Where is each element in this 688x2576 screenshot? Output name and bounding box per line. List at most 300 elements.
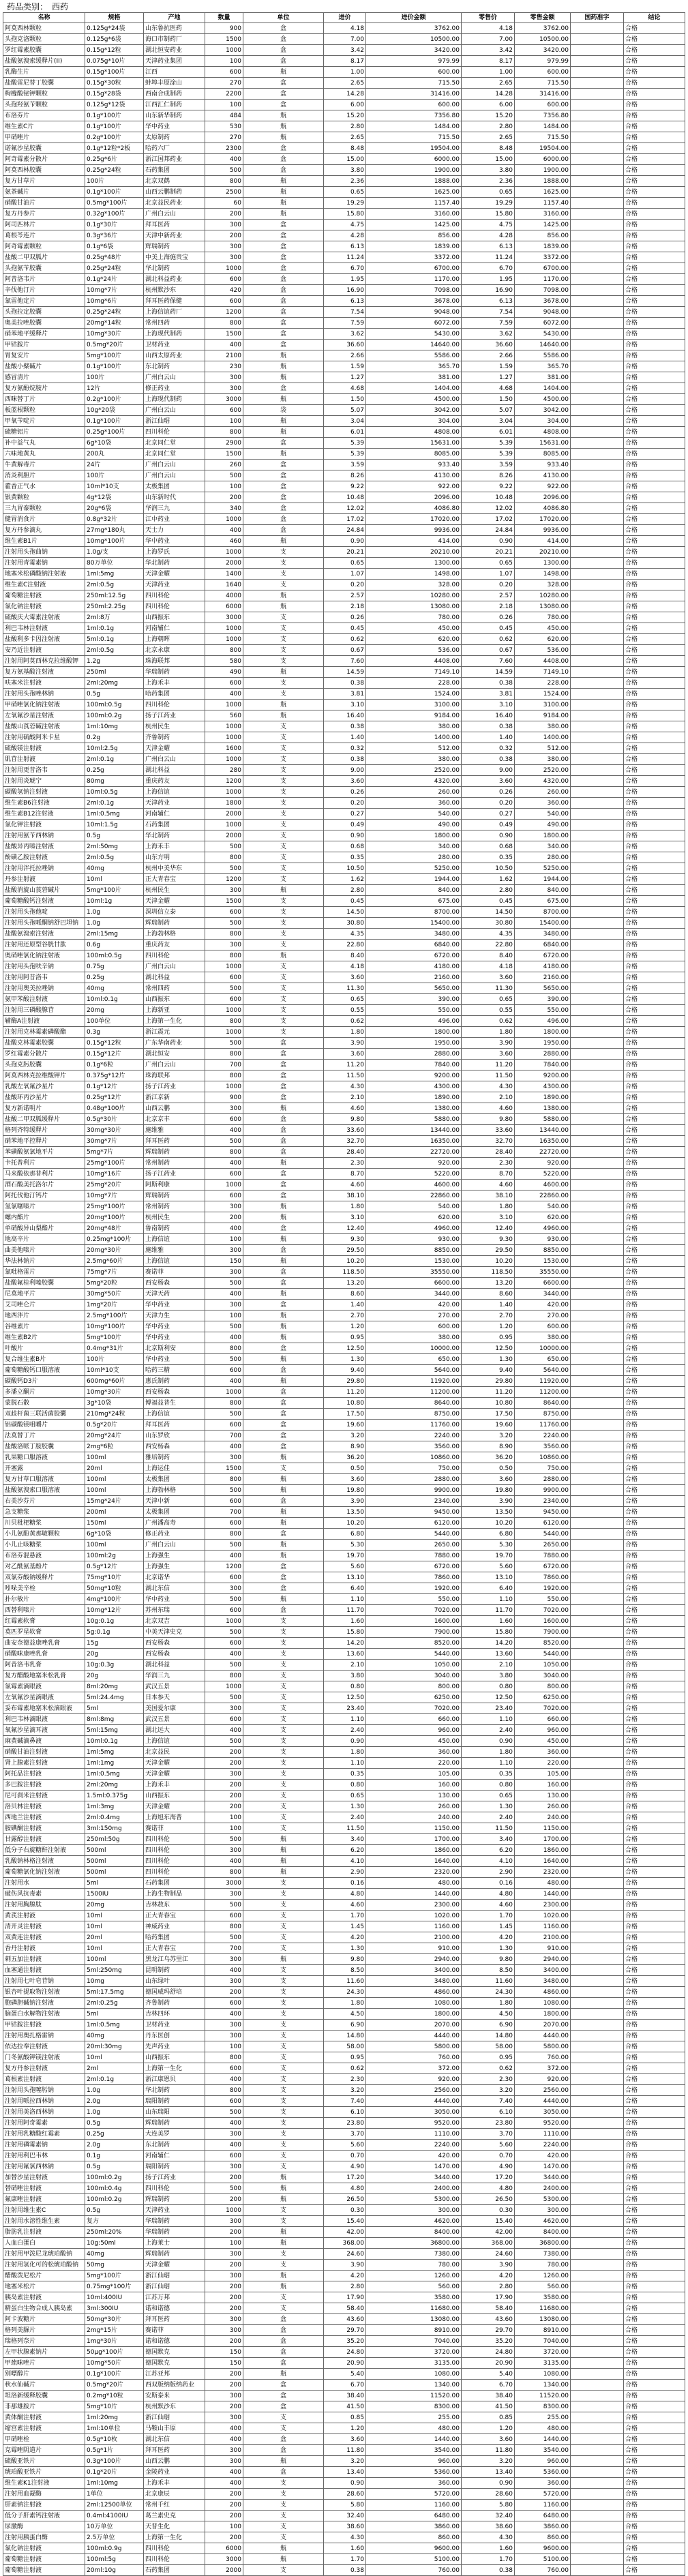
cell-origin: 美国爱尔康 <box>144 1703 205 1714</box>
cell-name: 奥硝唑氯化钠注射液 <box>3 950 85 961</box>
cell-spec: 0.1g*24片 <box>85 274 144 285</box>
cell-origin: 诺和诺德 <box>144 2303 205 2314</box>
cell-approval-number <box>571 1889 624 1900</box>
cell-unit: 支 <box>243 2041 324 2052</box>
cell-retail-price: 0.38 <box>462 2565 515 2576</box>
cell-name: 硫酸镁注射液 <box>3 743 85 754</box>
table-body <box>3 23 685 2576</box>
cell-purchase-amount: 1950.00 <box>366 1038 462 1049</box>
cell-unit: 支 <box>243 558 324 569</box>
cell-quantity: 300 <box>205 1300 243 1311</box>
cell-spec: 10mg*50片 <box>85 2358 144 2369</box>
cell-approval-number <box>571 2260 624 2271</box>
cell-retail-amount: 1425.00 <box>515 220 571 230</box>
cell-spec: 2ml:50mg <box>85 841 144 852</box>
cell-quantity: 600 <box>205 1911 243 1921</box>
cell-conclusion: 合格 <box>624 329 685 340</box>
cell-quantity: 600 <box>205 2151 243 2161</box>
cell-spec: 0.1g*12片 <box>85 1081 144 1092</box>
table-row <box>3 470 685 481</box>
cell-unit: 盒 <box>243 2314 324 2325</box>
cell-purchase-price: 6.20 <box>324 1845 366 1856</box>
cell-origin: 华润三九 <box>144 1671 205 1681</box>
cell-name: 头孢羟氨苄颗粒 <box>3 100 85 110</box>
cell-unit: 盒 <box>243 23 324 34</box>
cell-spec: 10ml:2.5g <box>85 743 144 754</box>
cell-retail-price: 0.90 <box>462 536 515 547</box>
cell-purchase-price: 15.40 <box>324 2216 366 2227</box>
cell-retail-amount: 3762.00 <box>515 23 571 34</box>
cell-purchase-amount: 3480.00 <box>366 929 462 940</box>
cell-approval-number <box>571 2565 624 2576</box>
cell-retail-amount: 31416.00 <box>515 89 571 100</box>
cell-origin: 辉瑞制药 <box>144 1190 205 1201</box>
cell-purchase-price: 8.60 <box>324 1289 366 1300</box>
cell-retail-amount: 340.00 <box>515 841 571 852</box>
cell-unit: 盒 <box>243 78 324 89</box>
cell-conclusion: 合格 <box>624 2380 685 2391</box>
cell-origin: 辉瑞制药 <box>144 241 205 252</box>
cell-quantity: 800 <box>205 1398 243 1409</box>
cell-origin: 北京同仁堂 <box>144 438 205 449</box>
cell-approval-number <box>571 2194 624 2205</box>
cell-approval-number <box>571 525 624 536</box>
table-row <box>3 1332 685 1343</box>
cell-approval-number <box>571 1671 624 1681</box>
cell-conclusion: 合格 <box>624 1801 685 1812</box>
cell-unit: 支 <box>243 1812 324 1823</box>
cell-unit: 瓶 <box>243 416 324 427</box>
cell-name: 阿莫西林颗粒 <box>3 23 85 34</box>
table-row <box>3 1943 685 1954</box>
cell-purchase-price: 4.60 <box>324 1103 366 1114</box>
cell-purchase-amount: 380.00 <box>366 754 462 765</box>
cell-spec: 2.5万单位 <box>85 2532 144 2543</box>
cell-origin: 天津药业 <box>144 798 205 809</box>
cell-quantity: 1000 <box>205 754 243 765</box>
cell-retail-price: 6.01 <box>462 427 515 438</box>
table-row <box>3 656 685 667</box>
cell-retail-amount: 4086.80 <box>515 503 571 514</box>
cell-retail-amount: 933.40 <box>515 460 571 470</box>
cell-approval-number <box>571 2380 624 2391</box>
cell-origin: 天津药业集团 <box>144 56 205 67</box>
cell-purchase-price: 6.13 <box>324 241 366 252</box>
cell-unit: 支 <box>243 2096 324 2107</box>
cell-retail-price: 42.00 <box>462 2227 515 2238</box>
cell-name: 注射用炎琥宁 <box>3 776 85 787</box>
cell-retail-amount: 6000.00 <box>515 154 571 165</box>
cell-origin: 上海禾丰 <box>144 841 205 852</box>
cell-purchase-amount: 10500.00 <box>366 34 462 45</box>
table-row <box>3 318 685 329</box>
cell-retail-amount: 11520.00 <box>515 2391 571 2401</box>
table-row <box>3 1409 685 1420</box>
cell-quantity: 300 <box>205 1201 243 1212</box>
table-row <box>3 1725 685 1736</box>
cell-approval-number <box>571 1081 624 1092</box>
cell-purchase-price: 2.80 <box>324 885 366 896</box>
cell-retail-amount: 5586.00 <box>515 350 571 361</box>
cell-retail-price: 2.65 <box>462 132 515 143</box>
cell-name: 甘露醇注射液 <box>3 1834 85 1845</box>
cell-origin: 上海勃林格 <box>144 1485 205 1496</box>
cell-quantity: 800 <box>205 929 243 940</box>
cell-quantity: 300 <box>205 1583 243 1594</box>
cell-unit: 盒 <box>243 2391 324 2401</box>
cell-approval-number <box>571 1987 624 1998</box>
cell-purchase-price: 3.42 <box>324 45 366 56</box>
cell-retail-price: 3.90 <box>462 1038 515 1049</box>
cell-conclusion: 合格 <box>624 1070 685 1081</box>
cell-retail-amount: 1157.40 <box>515 198 571 209</box>
cell-purchase-price: 0.55 <box>324 1005 366 1016</box>
cell-purchase-amount: 2940.00 <box>366 1954 462 1965</box>
cell-conclusion: 合格 <box>624 1638 685 1649</box>
cell-origin: 湖北恒安 <box>144 1049 205 1060</box>
cell-quantity: 600 <box>205 67 243 78</box>
table-row <box>3 1714 685 1725</box>
table-row <box>3 2281 685 2292</box>
cell-purchase-price: 20.90 <box>324 2358 366 2369</box>
table-row <box>3 1387 685 1398</box>
cell-retail-amount: 420.00 <box>515 1300 571 1311</box>
cell-purchase-amount: 1498.00 <box>366 569 462 580</box>
cell-retail-amount: 2100.00 <box>515 1932 571 1943</box>
table-row <box>3 67 685 78</box>
cell-purchase-amount: 1380.00 <box>366 1103 462 1114</box>
cell-name: 替硝唑注射液 <box>3 2183 85 2194</box>
cell-unit: 盒 <box>243 285 324 296</box>
cell-spec: 15mg*24片 <box>85 1496 144 1507</box>
cell-unit: 瓶 <box>243 2172 324 2183</box>
cell-purchase-price: 5.80 <box>324 2500 366 2511</box>
cell-name: 注射用头孢曲钠 <box>3 547 85 558</box>
table-row <box>3 710 685 721</box>
cell-unit: 支 <box>243 2085 324 2096</box>
cell-retail-price: 14.50 <box>462 907 515 918</box>
cell-conclusion: 合格 <box>624 2565 685 2576</box>
cell-retail-price: 1.80 <box>462 1201 515 1212</box>
table-row <box>3 678 685 689</box>
cell-name: 注射用水 <box>3 1878 85 1889</box>
cell-retail-amount: 1839.00 <box>515 241 571 252</box>
cell-conclusion: 合格 <box>624 950 685 961</box>
cell-purchase-amount: 105.00 <box>366 1769 462 1780</box>
cell-origin: 德国默克 <box>144 2347 205 2358</box>
cell-purchase-amount: 3420.00 <box>366 45 462 56</box>
cell-name: 藿香正气水 <box>3 481 85 492</box>
cell-purchase-amount: 550.00 <box>366 1594 462 1605</box>
cell-origin: 上海信谊 <box>144 787 205 798</box>
cell-purchase-price: 1.60 <box>324 2543 366 2554</box>
table-row <box>3 1769 685 1780</box>
cell-retail-amount: 7098.00 <box>515 285 571 296</box>
cell-quantity: 400 <box>205 2009 243 2020</box>
cell-name: 铝碳酸镁咀嚼片 <box>3 1420 85 1431</box>
cell-spec: 100ml <box>85 1540 144 1551</box>
cell-retail-price: 6.80 <box>462 1529 515 1540</box>
cell-unit: 支 <box>243 2140 324 2151</box>
table-row <box>3 460 685 470</box>
cell-name: 葡萄糖酸钙口服溶液 <box>3 1365 85 1376</box>
cell-purchase-price: 38.60 <box>324 2521 366 2532</box>
cell-retail-price: 0.90 <box>462 830 515 841</box>
cell-spec: 2.5mg*60片 <box>85 1256 144 1267</box>
cell-name: 盐酸环丙沙星片 <box>3 1092 85 1103</box>
table-row <box>3 209 685 220</box>
cell-unit: 瓶 <box>243 198 324 209</box>
cell-spec: 1ml:0.5mg <box>85 2020 144 2031</box>
table-row <box>3 1583 685 1594</box>
cell-approval-number <box>571 121 624 132</box>
cell-retail-amount: 2320.00 <box>515 1867 571 1878</box>
table-row <box>3 1900 685 1911</box>
cell-approval-number <box>571 961 624 972</box>
cell-retail-amount: 7880.00 <box>515 1551 571 1561</box>
cell-unit: 盒 <box>243 2445 324 2456</box>
cell-conclusion: 合格 <box>624 263 685 274</box>
cell-purchase-amount: 6000.00 <box>366 154 462 165</box>
cell-retail-price: 38.60 <box>462 2521 515 2532</box>
cell-origin: 山东新华制药 <box>144 110 205 121</box>
table-row <box>3 285 685 296</box>
cell-retail-price: 0.95 <box>462 1332 515 1343</box>
cell-unit: 盒 <box>243 1605 324 1616</box>
cell-name: 小儿止咳糖浆 <box>3 1540 85 1551</box>
cell-spec: 5mg*7片 <box>85 1147 144 1158</box>
cell-retail-price: 1.45 <box>462 1921 515 1932</box>
cell-origin: 华中药业 <box>144 1354 205 1365</box>
cell-origin: 广东华南药业 <box>144 1038 205 1049</box>
table-row <box>3 2369 685 2380</box>
cell-retail-price: 15.80 <box>462 209 515 220</box>
cell-approval-number <box>571 710 624 721</box>
cell-unit: 支 <box>243 765 324 776</box>
cell-name: 甲钴胺注射液 <box>3 2020 85 2031</box>
cell-purchase-price: 0.80 <box>324 1780 366 1791</box>
cell-spec: 100片 <box>85 372 144 383</box>
cell-approval-number <box>571 100 624 110</box>
cell-spec: 3g*10袋 <box>85 1398 144 1409</box>
table-row <box>3 2009 685 2020</box>
cell-origin: 山西振东 <box>144 994 205 1005</box>
cell-quantity: 400 <box>205 1376 243 1387</box>
cell-approval-number <box>571 2085 624 2096</box>
cell-conclusion: 合格 <box>624 896 685 907</box>
cell-retail-amount: 5300.00 <box>515 2194 571 2205</box>
cell-unit: 支 <box>243 2412 324 2423</box>
cell-retail-amount: 304.00 <box>515 416 571 427</box>
cell-name: 脂肪乳注射液 <box>3 2227 85 2238</box>
cell-retail-price: 8.60 <box>462 1289 515 1300</box>
table-row <box>3 689 685 700</box>
cell-name: 秋水仙碱片 <box>3 2380 85 2391</box>
cell-purchase-amount: 1160.00 <box>366 2500 462 2511</box>
cell-retail-amount: 13080.00 <box>515 2314 571 2325</box>
cell-approval-number <box>571 2401 624 2412</box>
cell-unit: 瓶 <box>243 1845 324 1856</box>
cell-conclusion: 合格 <box>624 525 685 536</box>
cell-retail-price: 13.40 <box>462 2467 515 2478</box>
cell-retail-price: 0.35 <box>462 852 515 863</box>
cell-origin: 神威药业 <box>144 1921 205 1932</box>
cell-conclusion: 合格 <box>624 1234 685 1245</box>
cell-approval-number <box>571 1027 624 1038</box>
cell-conclusion: 合格 <box>624 2205 685 2216</box>
table-row <box>3 569 685 580</box>
cell-conclusion: 合格 <box>624 2281 685 2292</box>
cell-approval-number <box>571 2216 624 2227</box>
cell-origin: 中美天津史克 <box>144 1627 205 1638</box>
cell-purchase-price: 0.95 <box>324 2052 366 2063</box>
cell-unit: 瓶 <box>243 950 324 961</box>
cell-spec: 2ml:0.5g <box>85 580 144 590</box>
cell-origin: 江苏万邦 <box>144 2292 205 2303</box>
cell-purchase-amount: 360.00 <box>366 2478 462 2489</box>
cell-conclusion: 合格 <box>624 1703 685 1714</box>
cell-purchase-amount: 910.00 <box>366 1943 462 1954</box>
cell-purchase-amount: 2240.00 <box>366 2140 462 2151</box>
cell-retail-amount: 3400.00 <box>515 1965 571 1976</box>
cell-spec: 2ml:12500单位 <box>85 2500 144 2511</box>
cell-origin: 山东瑞阳 <box>144 2107 205 2118</box>
cell-quantity: 200 <box>205 2369 243 2380</box>
cell-retail-amount: 1160.00 <box>515 1921 571 1932</box>
cell-spec: 0.1g*100片 <box>85 361 144 372</box>
cell-conclusion: 合格 <box>624 1725 685 1736</box>
cell-origin: 修正药业 <box>144 1529 205 1540</box>
cell-purchase-price: 16.90 <box>324 285 366 296</box>
cell-spec: 10ml*10支 <box>85 1365 144 1376</box>
cell-name: 精蛋白生物合成人胰岛素 <box>3 2303 85 2314</box>
cell-retail-price: 2.90 <box>462 1867 515 1878</box>
cell-purchase-amount: 780.00 <box>366 2260 462 2271</box>
cell-retail-amount: 5220.00 <box>515 1169 571 1180</box>
cell-purchase-price: 28.60 <box>324 2489 366 2500</box>
cell-retail-price: 0.65 <box>462 187 515 198</box>
cell-retail-amount: 3720.00 <box>515 2347 571 2358</box>
cell-quantity: 150 <box>205 2347 243 2358</box>
cell-retail-amount: 560.00 <box>515 2281 571 2292</box>
cell-name: 注射用血凝酶 <box>3 2489 85 2500</box>
cell-origin: 天普生化 <box>144 2521 205 2532</box>
cell-retail-amount: 130.00 <box>515 1791 571 1801</box>
cell-unit: 瓶 <box>243 2183 324 2194</box>
cell-purchase-price: 24.30 <box>324 1987 366 1998</box>
cell-conclusion: 合格 <box>624 874 685 885</box>
cell-origin: 山东罗欣 <box>144 1431 205 1441</box>
cell-purchase-price: 6.80 <box>324 1529 366 1540</box>
cell-purchase-amount: 1800.00 <box>366 1027 462 1038</box>
cell-quantity: 560 <box>205 710 243 721</box>
cell-retail-price: 1.59 <box>462 361 515 372</box>
cell-approval-number <box>571 2478 624 2489</box>
cell-origin: 昆明制药 <box>144 1965 205 1976</box>
cell-conclusion: 合格 <box>624 2249 685 2260</box>
cell-retail-price: 1.30 <box>462 1943 515 1954</box>
cell-origin: 华中药业 <box>144 121 205 132</box>
cell-spec: 5ml:17.5mg <box>85 1987 144 1998</box>
cell-purchase-amount: 1340.00 <box>366 2380 462 2391</box>
cell-approval-number <box>571 994 624 1005</box>
cell-quantity: 600 <box>205 678 243 689</box>
cell-purchase-amount: 13440.00 <box>366 1125 462 1136</box>
cell-purchase-price: 4.68 <box>324 383 366 394</box>
cell-spec: 10ml*10支 <box>85 481 144 492</box>
cell-conclusion: 合格 <box>624 285 685 296</box>
cell-conclusion: 合格 <box>624 2347 685 2358</box>
cell-purchase-price: 0.90 <box>324 2478 366 2489</box>
cell-purchase-price: 9.80 <box>324 1954 366 1965</box>
cell-retail-price: 28.60 <box>462 2489 515 2500</box>
cell-retail-amount: 1800.00 <box>515 1027 571 1038</box>
cell-conclusion: 合格 <box>624 1114 685 1125</box>
cell-quantity: 400 <box>205 2434 243 2445</box>
cell-purchase-amount: 1888.00 <box>366 176 462 187</box>
cell-conclusion: 合格 <box>624 1921 685 1932</box>
cell-origin: 鲁南制药 <box>144 1223 205 1234</box>
cell-unit: 瓶 <box>243 1540 324 1551</box>
cell-name: 碳酸钙D3片 <box>3 1376 85 1387</box>
cell-unit: 瓶 <box>243 132 324 143</box>
cell-retail-price: 9.80 <box>462 1114 515 1125</box>
cell-purchase-amount: 1440.00 <box>366 2434 462 2445</box>
cell-purchase-price: 17.20 <box>324 2172 366 2183</box>
cell-retail-price: 14.80 <box>462 2031 515 2041</box>
cell-name: 盐酸氟桂利嗪胶囊 <box>3 1278 85 1289</box>
cell-purchase-amount: 1080.00 <box>366 1998 462 2009</box>
cell-retail-price: 16.40 <box>462 710 515 721</box>
table-row <box>3 132 685 143</box>
cell-approval-number <box>571 1289 624 1300</box>
cell-purchase-amount: 420.00 <box>366 2151 462 2161</box>
cell-purchase-amount: 4130.00 <box>366 470 462 481</box>
table-row <box>3 1114 685 1125</box>
cell-conclusion: 合格 <box>624 89 685 100</box>
cell-approval-number <box>571 2183 624 2194</box>
cell-conclusion: 合格 <box>624 350 685 361</box>
cell-purchase-amount: 380.00 <box>366 721 462 732</box>
cell-purchase-price: 12.50 <box>324 1343 366 1354</box>
cell-purchase-price: 3.20 <box>324 1431 366 1441</box>
cell-name: 刺五加注射液 <box>3 1954 85 1965</box>
cell-origin: 上海强生 <box>144 1551 205 1561</box>
cell-retail-amount: 22720.00 <box>515 1147 571 1158</box>
cell-origin: 哈药六厂 <box>144 143 205 154</box>
cell-approval-number <box>571 34 624 45</box>
cell-purchase-amount: 1800.00 <box>366 830 462 841</box>
cell-conclusion: 合格 <box>624 1889 685 1900</box>
cell-purchase-amount: 922.00 <box>366 481 462 492</box>
cell-name: 依达拉奉注射液 <box>3 2041 85 2052</box>
cell-spec: 1.0g <box>85 2107 144 2118</box>
cell-purchase-price: 4.60 <box>324 1180 366 1190</box>
cell-quantity: 300 <box>205 2314 243 2325</box>
cell-approval-number <box>571 1551 624 1561</box>
table-row <box>3 1681 685 1692</box>
cell-retail-amount: 9200.00 <box>515 1070 571 1081</box>
cell-purchase-price: 118.50 <box>324 1267 366 1278</box>
cell-retail-price: 14.20 <box>462 1638 515 1649</box>
cell-conclusion: 合格 <box>624 1409 685 1420</box>
cell-unit: 盒 <box>243 274 324 285</box>
cell-purchase-price: 2.10 <box>324 1092 366 1103</box>
cell-origin: 扬子江药业 <box>144 710 205 721</box>
cell-origin: 湖北东信 <box>144 2434 205 2445</box>
cell-retail-price: 28.40 <box>462 1147 515 1158</box>
cell-name: 复方丹参滴丸 <box>3 525 85 536</box>
